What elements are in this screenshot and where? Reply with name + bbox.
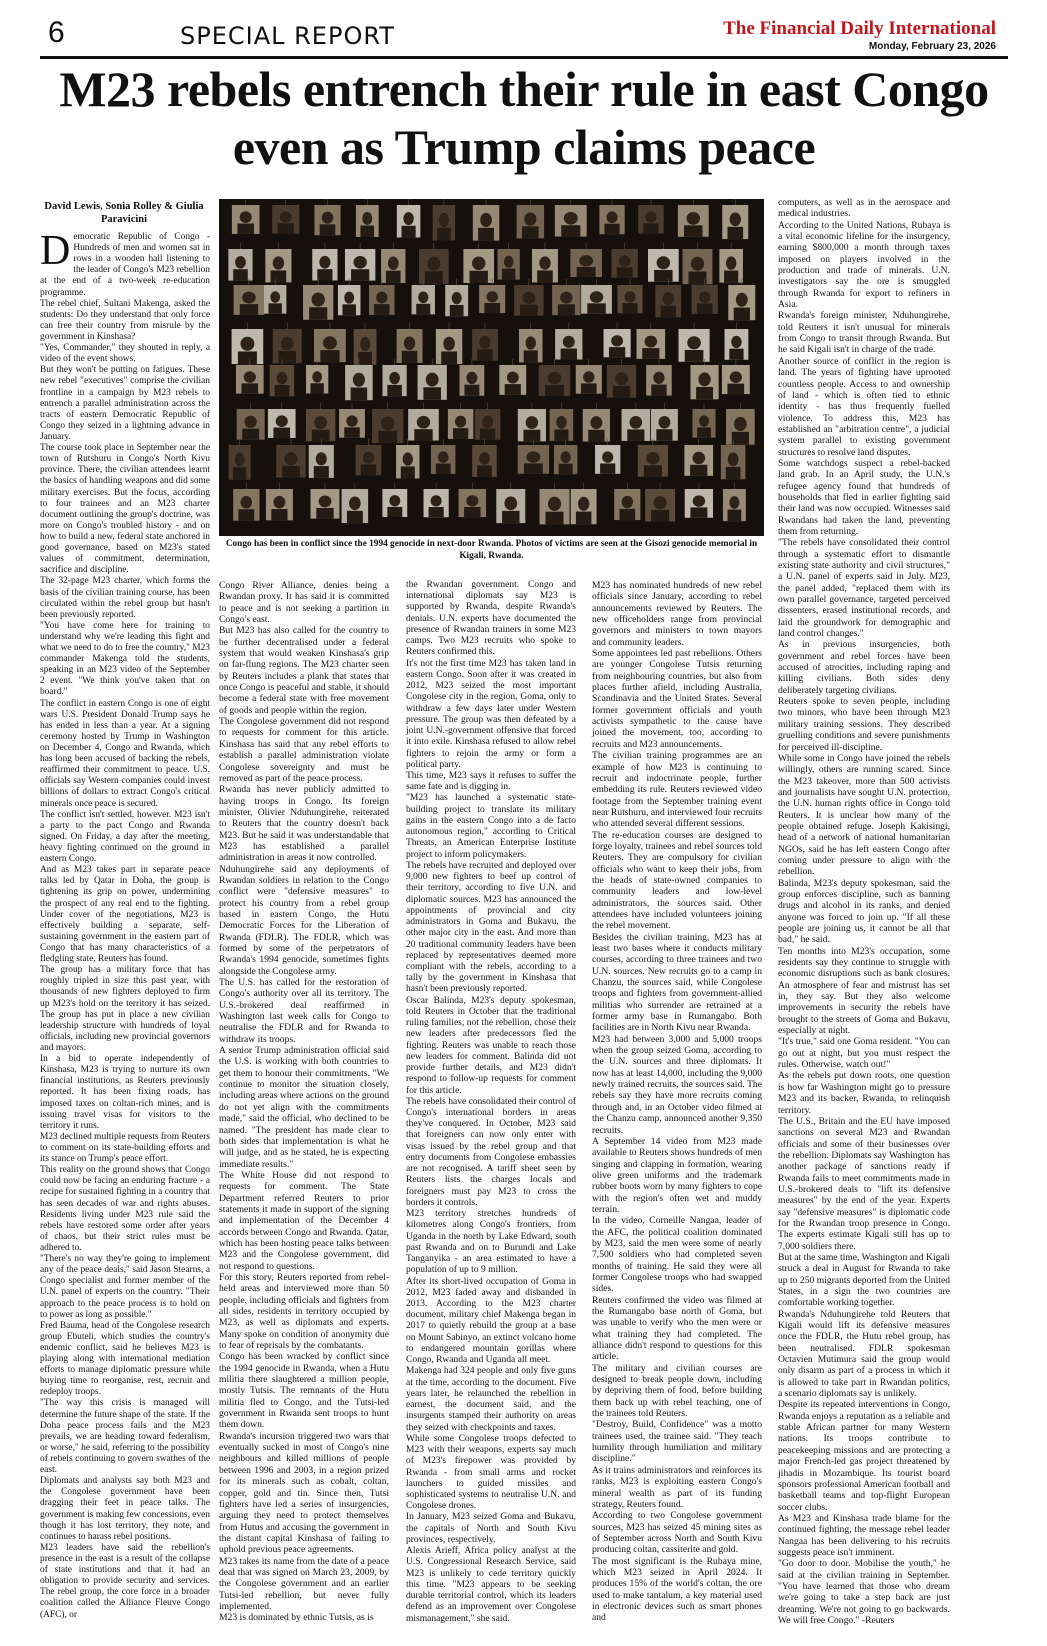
- article-paragraph: According to two Congolese government sources, M23 has seized 45 mining sites as of September across North and South Kivu producing coltan, cassiterite and gold.: [592, 1510, 762, 1556]
- article-paragraph: The most significant is the Rubaya mine, which M23 seized in April 2024. It produces 15% of the world's coltan, the ore used to make tantalum, a key material used in electronic devices such as smart phones and: [592, 1555, 762, 1624]
- article-paragraph: The conflict isn't settled, however. M23 isn't a party to the pact Congo and Rwanda signed. On Friday, a day after the meeting, heavy fighting continued on the ground in eastern Congo.: [40, 809, 210, 865]
- page-number: 6: [48, 16, 65, 49]
- article-paragraph: The 32-page M23 charter, which forms the basis of the civilian training course, has been circulated within the rebel group but hasn't been previously reported.: [40, 576, 210, 620]
- article-paragraph: "Destroy, Build, Confidence" was a motto trainees used, the trainee said. "They teach humility through humiliation and military discipline.": [592, 1419, 762, 1465]
- article-column-3: [406, 580, 576, 1646]
- article-paragraph: Congo has been wracked by conflict since the 1994 genocide in Rwanda, when a Hutu militia there slaughtered a million people, mostly Tutsis. The remnants of the Hutu militia fled to Congo, and the Tutsi-led government in Rwanda sent troops to hunt them down.: [219, 1351, 389, 1431]
- article-column-1: [40, 228, 211, 1646]
- article-paragraph: Balinda, M23's deputy spokesman, said the group enforces discipline, such as banning drugs and alcohol in its ranks, and denied anyone was forced to join up. "If all these people are joining us, it cannot be all that bad," he said.: [778, 877, 950, 946]
- article-paragraph: the Rwandan government. Congo and international diplomats say M23 is supported by Rwanda, despite Rwanda's denials. U.N. experts have documented the presence of Rwandan trainers in some M23 camps. Two M23 recruits who spoke to Reuters confirmed this.: [406, 580, 576, 658]
- article-paragraph: A September 14 video from M23 made available to Reuters shows hundreds of men singing and clapping in formation, wearing olive green uniforms and the trademark rubber boots worn by many fighters to cope with the region's often wet and muddy terrain.: [592, 1135, 762, 1215]
- article-paragraph: This reality on the ground shows that Congo could now be facing an enduring fracture - a recipe for sustained fighting in a country that has seen decades of war and rights abuses. Residents living under M23 rule said the rebels have restored some order after years of chaos, but their strict rules must be adhered to.: [40, 1165, 210, 1253]
- article-paragraph: The rebel chief, Sultani Makenga, asked the students: Do they understand that only force can free their country from misrule by the government in Kinshasa?: [40, 298, 210, 342]
- article-paragraph: "It's true," said one Goma resident. "You can go out at night, but you must respect the rules. Otherwise, watch out!": [778, 1036, 950, 1071]
- article-paragraph: Diplomats and analysts say both M23 and the Congolese government have been dragging their feet in peace talks. The government is making few concessions, even though it has lost territory, they note, and continues to harass rebel positions.: [40, 1476, 210, 1542]
- masthead-rule: [40, 56, 1008, 59]
- article-paragraph: Rwanda's incursion triggered two wars that eventually sucked in most of Congo's nine neighbours and killed millions of people between 1996 and 2003, in a region prized for its minerals such as cobalt, coltan, copper, gold and tin. Since then, Tutsi fighters have led a series of insurgencies, arguing they need to protect themselves from Hutus and accusing the government in the distant capital Kinshasa of failing to uphold previous peace agreements.: [219, 1430, 389, 1556]
- article-paragraph: But at the same time, Washington and Kigali struck a deal in August for Rwanda to take up to 250 migrants deported from the United States, in a sign the two countries are comfortable working together.: [778, 1251, 950, 1309]
- publication-name: The Financial Daily International: [723, 18, 996, 39]
- article-paragraph: Makenga had 324 people and only five guns at the time, according to the document. Five years later, he relaunched the rebellion in earnest, the document said, and the insurgents stamped their authority on areas they seized with checkpoints and taxes.: [406, 1366, 576, 1433]
- article-paragraph: The military and civilian courses are designed to break people down, including by depriving them of food, before building them back up with rebel teaching, one of the trainees told Reuters.: [592, 1362, 762, 1420]
- article-paragraph: M23 takes its name from the date of a peace deal that was signed on March 23, 2009, by the Congolese government and an earlier Tutsi-led rebellion, but never fully implemented.: [219, 1555, 389, 1612]
- article-paragraph: While some Congolese troops defected to M23 with their weapons, experts say much of M23's firepower was provided by Rwanda - from small arms and rocket launchers to guided missiles and sophisticated systems to neutralise U.N. and Congolese drones.: [406, 1433, 576, 1512]
- byline: David Lewis, Sonia Rolley & Giulia Paravicini: [44, 201, 204, 225]
- article-paragraph: M23 is dominated by ethnic Tutsis, as is: [219, 1612, 374, 1624]
- article-paragraph: "The way this crisis is managed will determine the future shape of the state. If the Doha peace process fails and the M23 prevails, we are heading toward federalism, or worse," he said, referring to the possibility of rebels continuing to govern swathes of the east.: [40, 1398, 210, 1476]
- article-paragraph: Besides the civilian training, M23 has at least two bases where it conducts military courses, according to three trainees and two U.N. sources. New recruits go to a camp in Chanzu, the sources said, while Congolese troops and fighters from government-allied militias who surrender are retrained at a former army base in Rumangabo. Both facilities are in North Kivu near Rwanda.: [592, 931, 762, 1034]
- photo-caption: Congo has been in conflict since the 1994 genocide in next-door Rwanda. Photos of victims are seen at the Gisozi genocide memorial in Kigali, Rwanda.: [225, 539, 758, 561]
- article-paragraph: As the rebels put down roots, one question is how far Washington might go to pressure M23 and its backer, Rwanda, to relinquish territory.: [778, 1070, 950, 1116]
- article-paragraph: According to the United Nations, Rubaya is a vital economic lifeline for the insurgency, earning $800,000 a month through taxes imposed on players involved in the production and trade of minerals. U.N. investigators say the ore is smuggled through Rwanda for export to refiners in Asia.: [778, 219, 950, 311]
- article-paragraph: M23 had between 3,000 and 5,000 troops when the group seized Goma, according to the U.N. sources and three diplomats. It now has at least 14,000, including the 9,000 newly trained recruits, the sources said. The rebels say they have more recruits coming through and, in an October video filmed at the Chanzu camp, announced another 9,350 recruits.: [592, 1033, 762, 1136]
- article-paragraph: Another source of conflict in the region is land. The years of fighting have uprooted countless people. Access to and ownership of land - which is often tied to ethnic identity - has thus frequently fuelled violence. To address this, M23 has established an "arbitration centre", a judicial system parallel to existing government structures to resolve land disputes.: [778, 355, 950, 458]
- article-paragraph: The U.S., Britain and the EU have imposed sanctions on several M23 and Rwandan officials and some of their businesses over the rebellion. Diplomats say Washington has another package of sanctions ready if Rwanda fails to meet commitments made in U.S.-brokered deals to "lift its defensive measures" by the end of the year. Experts say "defensive measures" is diplomatic code for the Rwandan troop presence in Congo. The experts estimate Kigali still has up to 7,000 soldiers there.: [778, 1115, 950, 1252]
- article-paragraph: In the video, Corneille Nangaa, leader of the AFC, the political coalition dominated by M23, said the men were some of nearly 7,500 soldiers who had completed seven months of training. He said they were all former Congolese troops who had swapped sides.: [592, 1215, 762, 1295]
- article-paragraph: Nduhungirehe said any deployments of Rwandan soldiers in relation to the Congo conflict were "defensive measures" to protect his country from a rebel group based in eastern Congo, the Hutu Democratic Forces for the Liberation of Rwanda (FDLR). The FDLR, which was formed by some of the perpetrators of Rwanda's 1994 genocide, sometimes fights alongside the Congolese army.: [219, 863, 389, 977]
- article-paragraph: Oscar Balinda, M23's deputy spokesman, told Reuters in October that the traditional ruling families, not the rebellion, chose their new leaders after predecessors fled the fighting. Reuters was unable to reach those new leaders for comment. Balinda did not provide further details, and M23 didn't respond to follow-up requests for comment for this article.: [406, 995, 576, 1096]
- article-paragraph: The rebels have recruited and deployed over 9,000 new fighters to beef up control of their territory, according to five U.N. and diplomatic sources. M23 has announced the appointments of provincial and city administrators in Goma and Bukavu, the other major city in the east. And more than 20 traditional community leaders have been replaced by representatives deemed more compliant with the rebels, according to a tally by the government in Kinshasa that hasn't been previously reported.: [406, 860, 576, 995]
- masthead: [40, 14, 1010, 54]
- article-paragraph: Democratic Republic of Congo - Hundreds of men and women sat in rows in a wooden hall listening to the leader of Congo's M23 rebellion at the end of a two-week re-education programme.: [40, 228, 210, 298]
- article-paragraph: The White House did not respond to requests for comment. The State Department referred Reuters to prior statements it made in support of the signing and implementation of the December 4 accords between Congo and Rwanda. Qatar, which has been hosting peace talks between M23 and the Congolese government, did not respond to questions.: [219, 1169, 389, 1272]
- article-paragraph: computers, as well as in the aerospace and medical industries.: [778, 197, 950, 220]
- article-paragraph: In January, M23 seized Goma and Bukavu, the capitals of North and South Kivu provinces, respectively.: [406, 1512, 576, 1545]
- article-paragraph: The U.S. has called for the restoration of Congo's authority over all its territory. The U.S.-brokered deal reaffirmed in Washington last week calls for Congo to neutralise the FDLR and for Rwanda to withdraw its troops.: [219, 977, 389, 1045]
- article-paragraph: "Go door to door. Mobilise the youth," he said at the civilian training in September. "You have learned that those who dream we're going to take a step back are just dreaming. We're not going to go backwards. We will free Congo." -Reuters: [778, 1558, 950, 1626]
- article-paragraph: Alexis Arieff, Africa policy analyst at the U.S. Congressional Research Service, said M23 is unlikely to cede territory quickly this time. "M23 appears to be seeking durable territorial control, which its leaders defend as an improvement over Congolese mismanagement," she said.: [406, 1546, 576, 1624]
- article-paragraph: The rebels have consolidated their control of Congo's international borders in areas they've conquered. In October, M23 said that foreigners can now only enter with visas issued by the rebel group and that entry documents from Congolese embassies are not recognised. A tariff sheet seen by Reuters lists the charges locals and foreigners must pay M23 to cross the borders it controls.: [406, 1096, 576, 1208]
- article-paragraph: In a bid to operate independently of Kinshasa, M23 is trying to nurture its own financial institutions, as Reuters previously reported. It has been fixing roads, has imposed taxes on coltan-rich mines, and is issuing travel visas for visitors to the territory it runs.: [40, 1054, 210, 1131]
- article-paragraph: Rwanda's Nduhungirehe told Reuters that Kigali would lift its defensive measures once the FDLR, the Hutu rebel group, has been neutralised. FDLR spokesman Octavien Mutimura said the group would only disarm as part of a process in which it is allowed to take part in Rwandan politics, a scenario diplomats say is unlikely.: [778, 1308, 950, 1400]
- article-paragraph: But M23 has also called for the country to be further decentralised under a federal system that would weaken Kinshasa's grip on far-flung regions. The M23 charter seen by Reuters includes a plank that states that once Congo is peaceful and stable, it should become a federal state with free movement of goods and people within the region.: [219, 625, 389, 716]
- article-paragraph: It's not the first time M23 has taken land in eastern Congo. Soon after it was created in 2012, M23 seized the most important Congolese city in the region, Goma, only to withdraw a few days later under Western pressure. The group was then defeated by a joint U.N.-government offensive that forced it into exile. Kinshasa refused to allow rebel fighters to rejoin the army or form a political party.: [406, 658, 576, 770]
- memorial-photo-image: [219, 199, 764, 536]
- article-paragraph: Fred Bauma, head of the Congolese research group Ebuteli, which studies the country's endemic conflict, said he believes M23 is playing along with international mediation efforts to manage diplomatic pressure while buying time to reorganise, rest, recruit and redeploy troops.: [40, 1320, 210, 1398]
- article-paragraph: The Congolese government did not respond to requests for comment for this article. Kinshasa has said that any rebel efforts to establish a parallel administration violate Congolese sovereignty and must be removed as part of the peace process.: [219, 716, 389, 784]
- article-paragraph: This time, M23 says it refuses to suffer the same fate and is digging in.: [406, 770, 576, 793]
- article-paragraph: The re-education courses are designed to forge loyalty, trainees and rebel sources told Reuters. They are compulsory for civilian officials who want to keep their jobs, from the heads of state-owned companies to community leaders and low-level administrators, the sources said. Other attendees have included volunteers joining the rebel movement.: [592, 829, 762, 932]
- article-paragraph: Some appointees led past rebellions. Others are younger Congolese Tutsis returning from neighbouring countries, but also from places further afield, including Australia, Scandinavia and the United States. Several former government officials and youth activists sympathetic to the cause have joined the movement, too, according to recruits and M23 announcements.: [592, 648, 762, 750]
- article-paragraph: "You have come here for training to understand why we're leading this fight and what we need to do to free the country," M23 commander Makenga told the students, speaking in an M23 video of the September 2 event. "We think you've taken that on board.": [40, 620, 210, 698]
- article-paragraph: For this story, Reuters reported from rebel-held areas and interviewed more than 50 people, including officials and fighters from all sides, residents in territory occupied by M23, as well as diplomats and experts. Many spoke on condition of anonymity due to fear of reprisals by the combatants.: [219, 1271, 389, 1352]
- article-paragraph: The group has a military force that has roughly tripled in size this past year, with thousands of new fighters deployed to firm up M23's hold on the territory it has seized. The group has put in place a new civilian leadership structure with hundreds of loyal officials, including new provincial governors and mayors.: [40, 965, 210, 1053]
- publication-block: [723, 18, 996, 52]
- article-paragraph: Congo River Alliance, denies being a Rwandan proxy. It has said it is committed to peace and is not seeking a partition in Congo's east.: [219, 580, 389, 626]
- article-paragraph: Despite its repeated interventions in Congo, Rwanda enjoys a reputation as a reliable and stable African partner for many Western nations. Its troops contribute to peacekeeping missions and are protecting a major French-led gas project threatened by jihadis in Mozambique. Its tourist board sponsors professional American football and basketball teams and top-flight European soccer clubs.: [778, 1399, 950, 1513]
- article-paragraph: Rwanda has never publicly admitted to having troops in Congo. Its foreign minister, Olivier Nduhungirehe, reiterated to Reuters that the country doesn't back M23. But he said it was understandable that M23 has established a parallel administration in areas it now controlled.: [219, 784, 389, 864]
- article-paragraph: M23 has nominated hundreds of new rebel officials since January, according to rebel announcements reviewed by Reuters. The new officeholders range from provincial governors and ministers to town mayors and community leaders.: [592, 580, 762, 648]
- memorial-photo: [219, 199, 764, 536]
- article-paragraph: And as M23 takes part in separate peace talks led by Qatar in Doha, the group is tightening its grip on power, undermining the prospect of any real end to the fighting. Under cover of the negotiations, M23 is effectively building a separate, self-sustaining government in the eastern part of Congo that has many characteristics of a fledgling state, Reuters has found.: [40, 865, 210, 965]
- article-column-5: [778, 197, 950, 1646]
- article-paragraph: But they won't be putting on fatigues. These new rebel "executives" comprise the civilian frontline in a campaign by M23 rebels to entrench a parallel administration across the tracts of eastern Democratic Republic of Congo they seized in a lightning advance in January.: [40, 365, 210, 442]
- article-paragraph: As in previous insurgencies, both government and rebel forces have been accused of atrocities, including raping and killing civilians. Both sides deny deliberately targeting civilians.: [778, 639, 950, 696]
- article-paragraph: The course took place in September near the town of Rutshuru in Congo's North Kivu province. There, the civilian attendees learnt the basics of handling weapons and did some military exercises. But the focus, according to four trainees and an M23 charter document outlining the group's doctrine, was more on Congo's troubled history - and on how to build a new, federal state anchored in good governance, based on M23's stated values of commitment, determination, sacrifice and discipline.: [40, 443, 210, 576]
- article-paragraph: M23 declined multiple requests from Reuters to comment on its state-building efforts and its stance on Trump's peace effort.: [40, 1131, 211, 1165]
- article-paragraph: Reuters spoke to seven people, including two minors, who have been through M23 military training sessions. They described gruelling conditions and severe punishments for perceived ill-discipline.: [778, 696, 950, 753]
- article-paragraph: The civilian training programmes are an example of how M23 is continuing to recruit and indoctrinate people, further embedding its rule. Reuters reviewed video footage from the September training event near Rutshuru, and interviewed four recruits who attended several different sessions.: [592, 750, 762, 830]
- article-column-4: [592, 580, 762, 1646]
- photo-shade-overlay: [219, 199, 764, 536]
- article-paragraph: After its short-lived occupation of Goma in 2012, M23 faded away and disbanded in 2013. According to the M23 charter document, military chief Makenga began in 2017 to quietly rebuild the group at a base on Mount Sabinyo, an extinct volcano home to endangered mountain gorillas where Congo, Rwanda and Uganda all meet.: [406, 1276, 576, 1366]
- article-paragraph: Some watchdogs suspect a rebel-backed land grab. In an April study, the U.N.'s refugee agency found that hundreds of households that fled in earlier fighting said their land was now occupied. Witnesses said Rwandans had taken the land, preventing them from returning.: [778, 457, 950, 537]
- article-paragraph: M23 leaders have said the rebellion's presence in the east is a result of the collapse of state institutions and that it had an obligation to provide security and services. The rebel group, the core force in a broader coalition called the Alliance Fleuve Congo (AFC), or: [40, 1542, 210, 1620]
- article-paragraph: The conflict in eastern Congo is one of eight wars U.S. President Donald Trump says he has ended in less than a year. At a signing ceremony hosted by Trump in Washington on December 4, Congo and Rwanda, which has long been accused of backing the rebels, reaffirmed their commitment to peace. U.S. officials say Western companies could invest billions of dollars to extract Congo's critical minerals once peace is secured.: [40, 698, 210, 809]
- issue-date: Monday, February 23, 2026: [868, 41, 996, 52]
- section-title: SPECIAL REPORT: [180, 22, 395, 50]
- article-paragraph: Ten months into M23's occupation, some residents say they continue to struggle with economic disruptions such as bank closures. An atmosphere of fear and mistrust has set in, they say. But they also welcome improvements in security the rebels have brought to the streets of Goma and Bukavu, especially at night.: [778, 945, 950, 1037]
- article-paragraph: As it trains administrators and reinforces its ranks, M23 is exploiting eastern Congo's mineral wealth as part of its funding strategy, Reuters found.: [592, 1464, 762, 1510]
- headline: M23 rebels entrench their rule in east Congo even as Trump claims peace: [59, 61, 989, 175]
- article-paragraph: While some in Congo have joined the rebels willingly, others are running scared. Since the M23 takeover, more than 500 activists and journalists have sought U.N. protection, the U.N. human rights office in Congo told Reuters. It is unclear how many of the people obtained refuge. Joseph Kakisingi, head of a network of national humanitarian NGOs, said he has left eastern Congo after coming under pressure to align with the rebellion.: [778, 752, 950, 878]
- article-paragraph: M23 territory stretches hundreds of kilometres along Congo's frontiers, from Uganda in the north by Lake Edward, south past Rwanda and on to Burundi and Lake Tanganyika - an area estimated to have a population of up to 9 million.: [406, 1209, 576, 1276]
- article-paragraph: "M23 has launched a systematic state-building project to translate its military gains in the eastern Congo into a de facto autonomous region," according to Critical Threats, an American Enterprise Institute project to inform policymakers.: [406, 793, 576, 860]
- article-paragraph: "Yes, Commander," they shouted in reply, a video of the event shows.: [40, 343, 210, 365]
- article-paragraph: Rwanda's foreign minister, Nduhungirehe, told Reuters it isn't unusual for minerals from Congo to transit through Rwanda. But he said Kigali isn't in charge of the trade.: [778, 310, 950, 356]
- article-paragraph: A senior Trump administration official said the U.S. is working with both countries to get them to honour their commitments. "We continue to monitor the situation closely, including areas where actions on the ground do not yet align with the commitments made," said the official, who declined to be named. "The president has made clear to both sides that implementation is what he will judge, and as he stated, he is expecting immediate results.": [219, 1045, 389, 1170]
- article-paragraph: Reuters confirmed the video was filmed at the Rumangabo base north of Goma, but was unable to verify who the men were or what training they had completed. The alliance didn't respond to questions for this article.: [592, 1294, 762, 1363]
- article-paragraph: "The rebels have consolidated their control through a systematic effort to dismantle existing state authority and civil structures," a U.N. panel of experts said in July. M23, the panel added, "replaced them with its own parallel governance, targeted perceived dissenters, erased institutional records, and laid the groundwork for demographic and land control changes.": [778, 537, 950, 640]
- article-column-2: [219, 580, 389, 1646]
- article-paragraph: "There's no way they're going to implement any of the peace deals," said Jason Stearns, a Congo specialist and former member of the U.N. panel of experts on the country. "Their approach to the peace process is to hold on to power as long as possible.": [40, 1254, 210, 1320]
- drop-cap: D: [40, 228, 71, 274]
- article-paragraph: As M23 and Kinshasa trade blame for the continued fighting, the message rebel leader Nangaa has been delivering to his recruits suggests peace isn't imminent.: [778, 1512, 950, 1558]
